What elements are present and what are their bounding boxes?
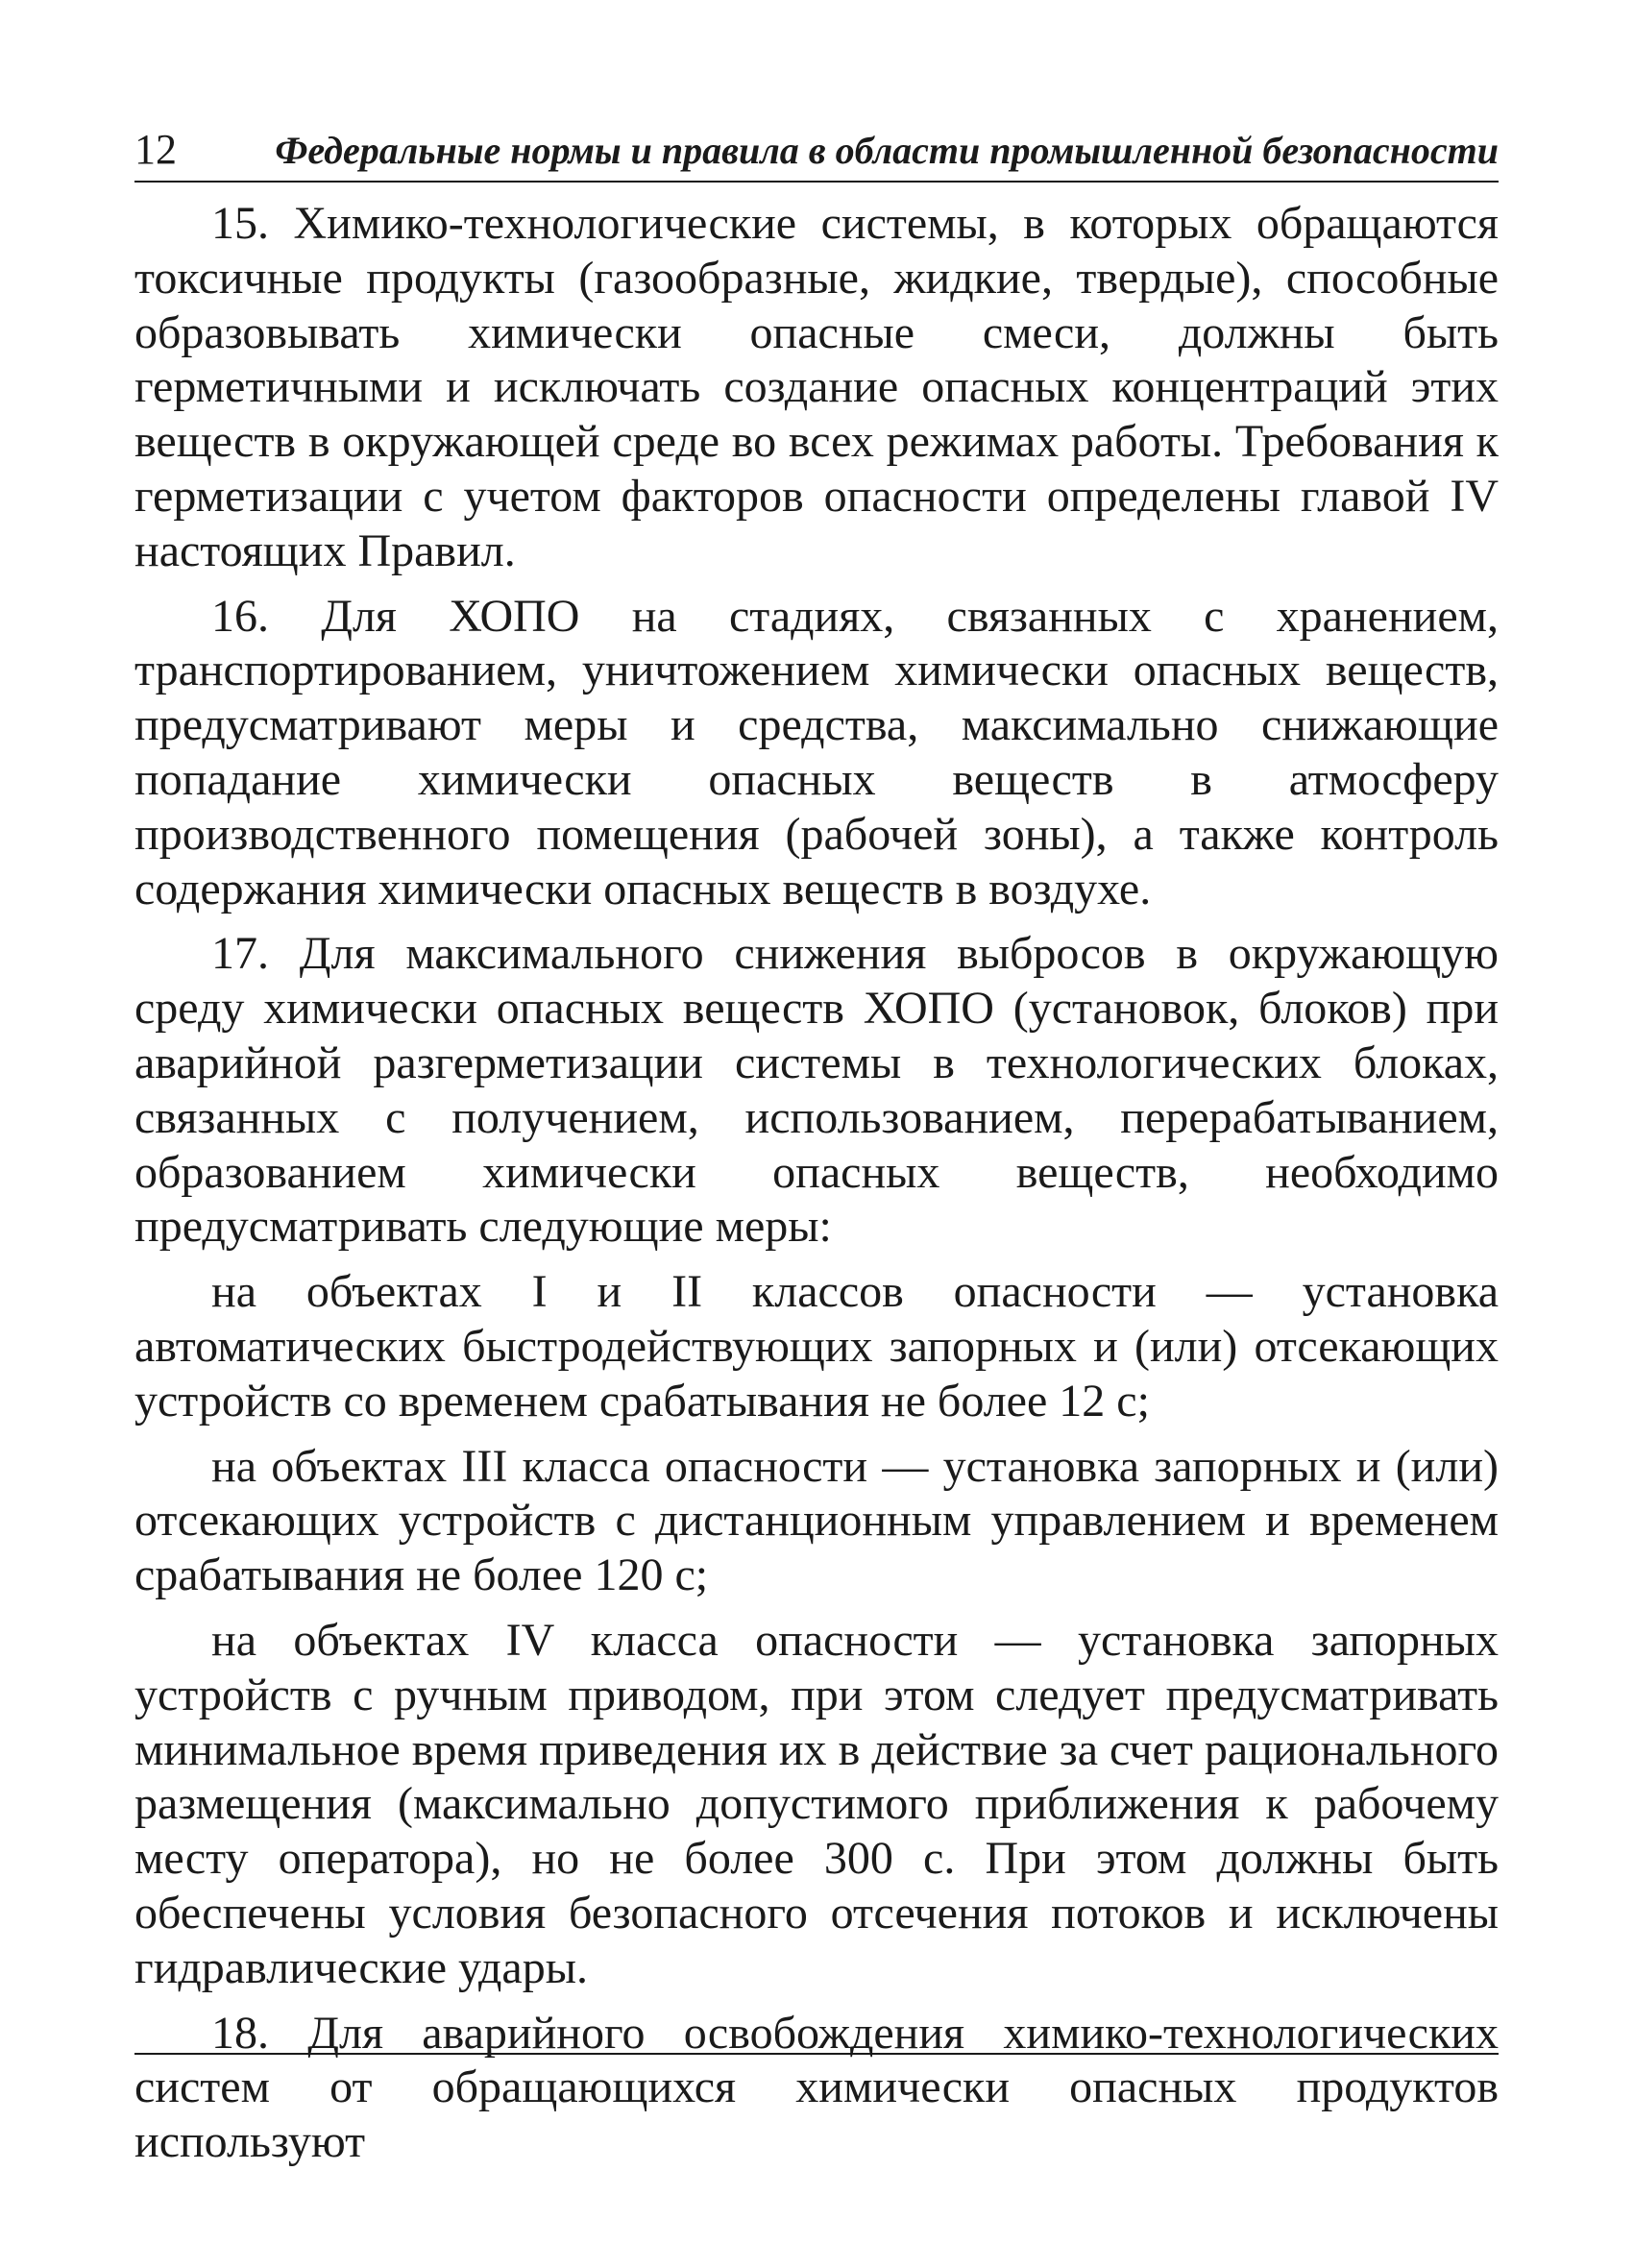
page-number: 12 — [134, 126, 177, 173]
paragraph-17-class-3: на объектах III класса опасности — установка запорных и (или) отсекающих устройств с дистанционным управлением и временем срабатывания не более 120 с; — [134, 1440, 1499, 1601]
paragraph-18: 18. Для аварийного освобождения химико-технологических систем от обращающихся химически опасных продуктов используют — [134, 2007, 1499, 2168]
body-text — [134, 197, 1499, 2181]
paragraph-17-class-1-2: на объектах I и II классов опасности — установка автоматических быстродействующих запорных и (или) отсекающих устройств со временем срабатывания не более 12 с; — [134, 1266, 1499, 1427]
bottom-rule — [134, 2053, 1499, 2055]
paragraph-15: 15. Химико-технологические системы, в которых обращаются токсичные продукты (газообразные, жидкие, твердые), способные образовывать химически опасные смеси, должны быть герметичными и исключать создание опасных концентраций этих веществ в окружающей среде во всех режимах работы. Требования к герметизации с учетом факторов опасности определены главой IV настоящих Правил. — [134, 198, 1499, 576]
paragraph-17: 17. Для максимального снижения выбросов в окружающую среду химически опасных веществ ХОПО (установок, блоков) при аварийной разгерметизации системы в технологических блоках, связанных с получением, использованием, перерабатыванием, образованием химически опасных веществ, необходимо предусматривать следующие меры: — [134, 928, 1499, 1253]
paragraph-17-class-4: на объектах IV класса опасности — установка запорных устройств с ручным приводом, при этом следует предусматривать минимальное время приведения их в действие за счет рационального размещения (максимально допустимого приближения к рабочему месту оператора), но не более 300 с. При этом должны быть обеспечены условия безопасного отсечения потоков и исключены гидравлические удары. — [134, 1614, 1499, 1993]
paragraph-16: 16. Для ХОПО на стадиях, связанных с хранением, транспортированием, уничтожением химически опасных веществ, предусматривают меры и средства, максимально снижающие попадание химически опасных веществ в атмосферу производственного помещения (рабочей зоны), а также контроль содержания химически опасных веществ в воздухе. — [134, 590, 1499, 915]
header-title: Федеральные нормы и правила в области промышленной безопасности — [275, 129, 1499, 172]
running-header — [134, 123, 1499, 183]
